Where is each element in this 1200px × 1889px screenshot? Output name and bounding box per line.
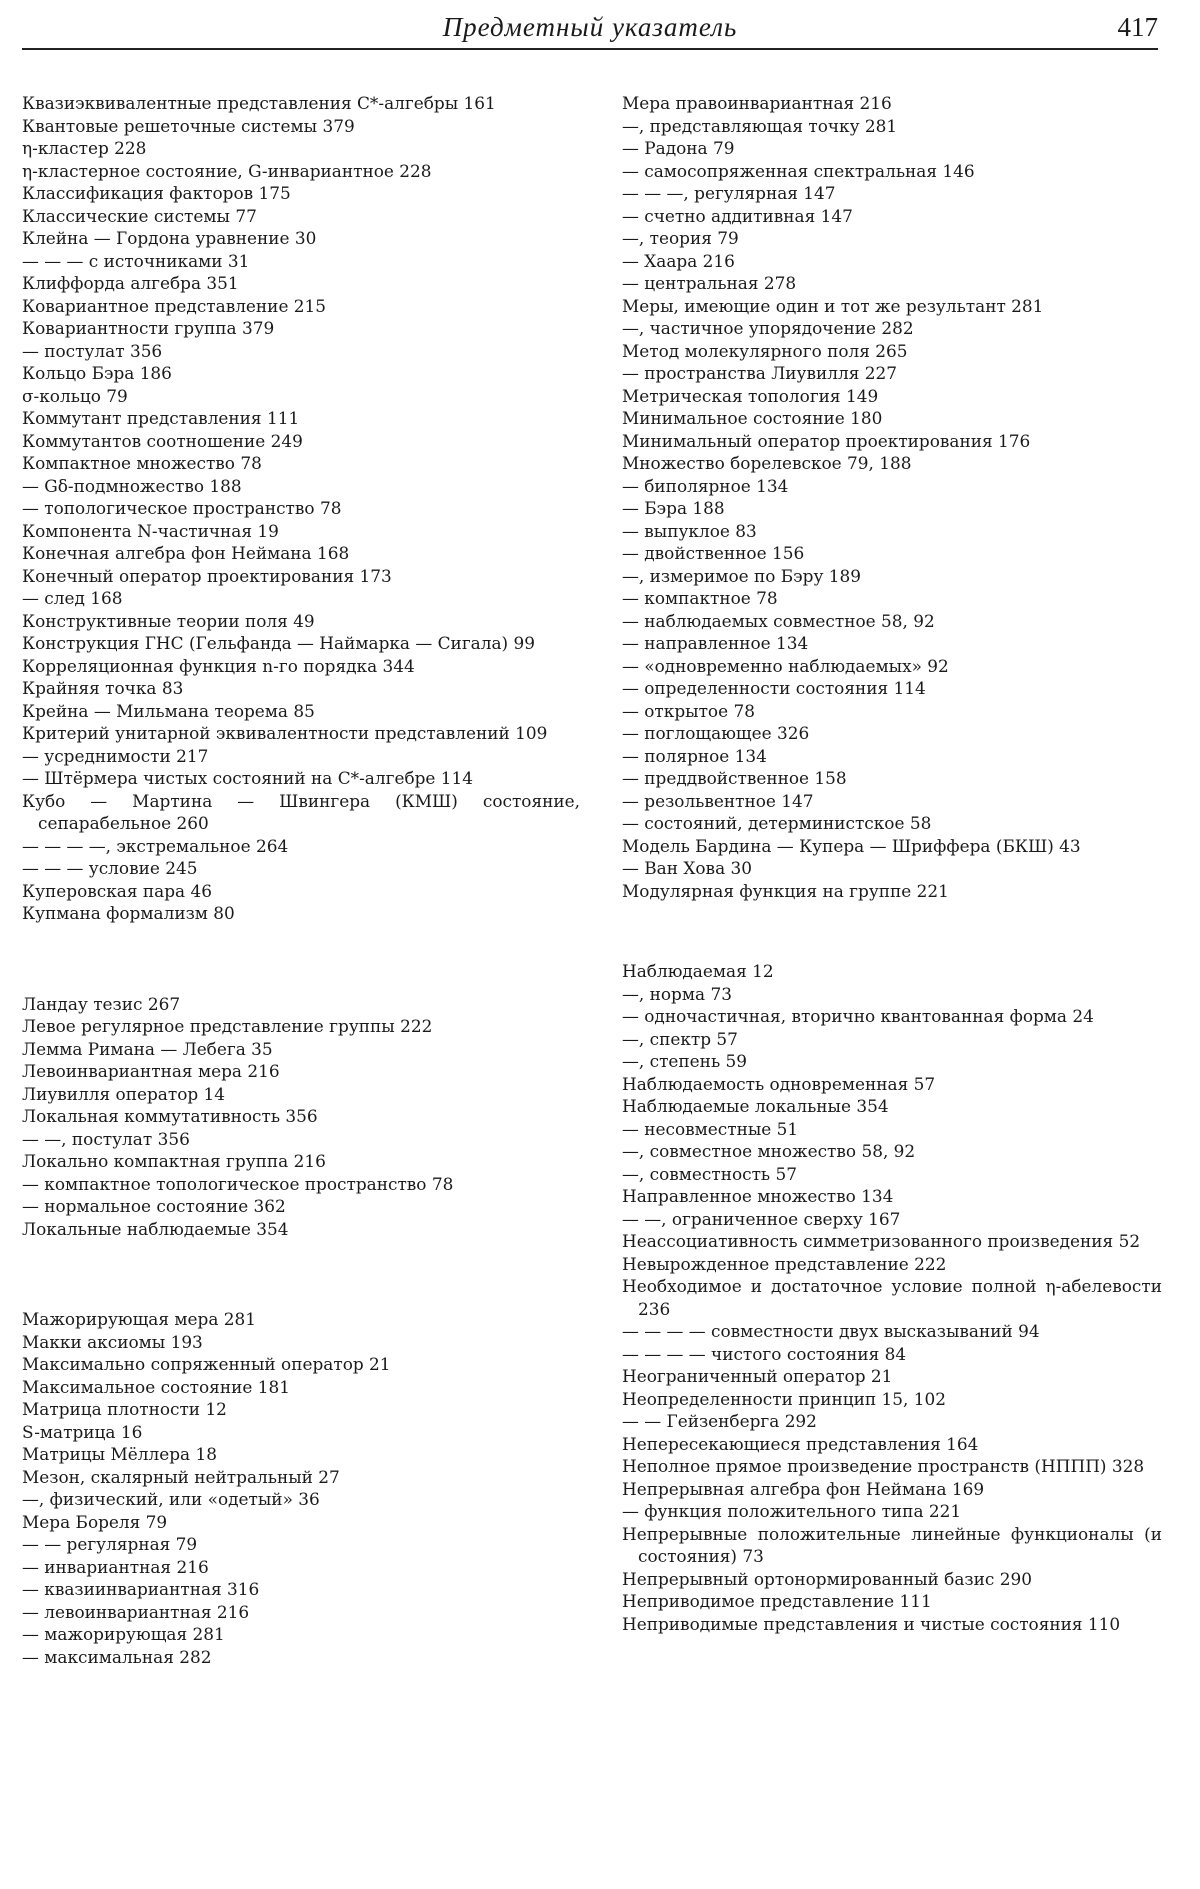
- index-entry: η-кластерное состояние, G-инвариантное 228: [22, 160, 580, 183]
- index-entry: Направленное множество 134: [622, 1185, 1162, 1208]
- index-entry: Конечная алгебра фон Неймана 168: [22, 542, 580, 565]
- index-entry: — — регулярная 79: [22, 1533, 580, 1556]
- index-group-l: [22, 993, 580, 1241]
- index-entry: Непрерывные положительные линейные функционалы (и состояния) 73: [622, 1523, 1162, 1568]
- index-entry: — поглощающее 326: [622, 722, 1162, 745]
- left-column: [22, 92, 580, 1668]
- index-group-m-continued: [622, 92, 1162, 902]
- index-entry: — биполярное 134: [622, 475, 1162, 498]
- index-entry: — двойственное 156: [622, 542, 1162, 565]
- index-entry: Кубо — Мартина — Швингера (КМШ) состояние, сепарабельное 260: [22, 790, 580, 835]
- index-entry: Лемма Римана — Лебега 35: [22, 1038, 580, 1061]
- index-entry: — самосопряженная спектральная 146: [622, 160, 1162, 183]
- index-entry: Модулярная функция на группе 221: [622, 880, 1162, 903]
- index-entry: — усреднимости 217: [22, 745, 580, 768]
- index-entry: — направленное 134: [622, 632, 1162, 655]
- index-group-m: [22, 1308, 580, 1668]
- index-entry: Меры, имеющие один и тот же результант 281: [622, 295, 1162, 318]
- index-entry: Метрическая топология 149: [622, 385, 1162, 408]
- index-entry: — полярное 134: [622, 745, 1162, 768]
- index-entry: — — — условие 245: [22, 857, 580, 880]
- index-entry: Мера правоинвариантная 216: [622, 92, 1162, 115]
- index-entry: —, спектр 57: [622, 1028, 1162, 1051]
- index-entry: Невырожденное представление 222: [622, 1253, 1162, 1276]
- index-entry: —, степень 59: [622, 1050, 1162, 1073]
- right-column: [622, 92, 1162, 1635]
- index-entry: Мезон, скалярный нейтральный 27: [22, 1466, 580, 1489]
- index-entry: Максимально сопряженный оператор 21: [22, 1353, 580, 1376]
- index-entry: — — Гейзенберга 292: [622, 1410, 1162, 1433]
- index-entry: S-матрица 16: [22, 1421, 580, 1444]
- index-entry: — наблюдаемых совместное 58, 92: [622, 610, 1162, 633]
- index-entry: Неприводимое представление 111: [622, 1590, 1162, 1613]
- index-entry: Корреляционная функция n-го порядка 344: [22, 655, 580, 678]
- index-entry: Матрица плотности 12: [22, 1398, 580, 1421]
- index-entry: — открытое 78: [622, 700, 1162, 723]
- index-entry: Критерий унитарной эквивалентности представлений 109: [22, 722, 580, 745]
- index-entry: — Бэра 188: [622, 497, 1162, 520]
- index-entry: Конечный оператор проектирования 173: [22, 565, 580, 588]
- index-entry: Конструктивные теории поля 49: [22, 610, 580, 633]
- index-entry: Непересекающиеся представления 164: [622, 1433, 1162, 1456]
- index-entry: Непрерывная алгебра фон Неймана 169: [622, 1478, 1162, 1501]
- index-entry: — Радона 79: [622, 137, 1162, 160]
- index-entry: Необходимое и достаточное условие полной η-абелевости 236: [622, 1275, 1162, 1320]
- index-entry: —, совместное множество 58, 92: [622, 1140, 1162, 1163]
- index-entry: Левое регулярное представление группы 222: [22, 1015, 580, 1038]
- index-entry: Конструкция ГНС (Гельфанда — Наймарка — Сигала) 99: [22, 632, 580, 655]
- index-entry: Крейна — Мильмана теорема 85: [22, 700, 580, 723]
- index-entry: —, теория 79: [622, 227, 1162, 250]
- index-entry: Коммутант представления 111: [22, 407, 580, 430]
- index-entry: Метод молекулярного поля 265: [622, 340, 1162, 363]
- index-entry: — — — с источниками 31: [22, 250, 580, 273]
- index-group-n: [622, 960, 1162, 1635]
- page-header: [22, 8, 1158, 50]
- index-entry: Куперовская пара 46: [22, 880, 580, 903]
- index-entry: — пространства Лиувилля 227: [622, 362, 1162, 385]
- index-entry: Матрицы Мёллера 18: [22, 1443, 580, 1466]
- index-entry: — левоинвариантная 216: [22, 1601, 580, 1624]
- index-entry: — —, постулат 356: [22, 1128, 580, 1151]
- index-entry: — Штёрмера чистых состояний на С*-алгебре 114: [22, 767, 580, 790]
- index-entry: — нормальное состояние 362: [22, 1195, 580, 1218]
- index-entry: Максимальное состояние 181: [22, 1376, 580, 1399]
- index-entry: — несовместные 51: [622, 1118, 1162, 1141]
- index-entry: Мажорирующая мера 281: [22, 1308, 580, 1331]
- index-entry: — —, ограниченное сверху 167: [622, 1208, 1162, 1231]
- index-entry: — резольвентное 147: [622, 790, 1162, 813]
- index-entry: — — — —, экстремальное 264: [22, 835, 580, 858]
- index-entry: Минимальное состояние 180: [622, 407, 1162, 430]
- index-entry: — функция положительного типа 221: [622, 1500, 1162, 1523]
- index-entry: — преддвойственное 158: [622, 767, 1162, 790]
- page-number: 417: [1118, 12, 1159, 43]
- index-page: [0, 0, 1200, 1889]
- index-entry: —, измеримое по Бэру 189: [622, 565, 1162, 588]
- index-entry: — мажорирующая 281: [22, 1623, 580, 1646]
- index-entry: Компонента N-частичная 19: [22, 520, 580, 543]
- index-entry: Локальная коммутативность 356: [22, 1105, 580, 1128]
- index-entry: Классификация факторов 175: [22, 182, 580, 205]
- index-entry: —, частичное упорядочение 282: [622, 317, 1162, 340]
- index-entry: — «одновременно наблюдаемых» 92: [622, 655, 1162, 678]
- index-entry: Множество борелевское 79, 188: [622, 452, 1162, 475]
- index-entry: Крайняя точка 83: [22, 677, 580, 700]
- index-entry: Коммутантов соотношение 249: [22, 430, 580, 453]
- index-entry: —, совместность 57: [622, 1163, 1162, 1186]
- index-entry: — инвариантная 216: [22, 1556, 580, 1579]
- index-entry: Неприводимые представления и чистые состояния 110: [622, 1613, 1162, 1636]
- index-entry: η-кластер 228: [22, 137, 580, 160]
- running-title: Предметный указатель: [22, 12, 1158, 43]
- index-entry: — — —, регулярная 147: [622, 182, 1162, 205]
- index-entry: Неассоциативность симметризованного произведения 52: [622, 1230, 1162, 1253]
- index-entry: — центральная 278: [622, 272, 1162, 295]
- index-entry: Наблюдаемость одновременная 57: [622, 1073, 1162, 1096]
- index-entry: Ковариантное представление 215: [22, 295, 580, 318]
- index-entry: — одночастичная, вторично квантованная форма 24: [622, 1005, 1162, 1028]
- index-entry: Минимальный оператор проектирования 176: [622, 430, 1162, 453]
- index-entry: — максимальная 282: [22, 1646, 580, 1669]
- index-entry: Неопределенности принцип 15, 102: [622, 1388, 1162, 1411]
- index-entry: —, представляющая точку 281: [622, 115, 1162, 138]
- index-group-k: [22, 92, 580, 925]
- index-entry: Локально компактная группа 216: [22, 1150, 580, 1173]
- index-entry: — постулат 356: [22, 340, 580, 363]
- index-entry: Макки аксиомы 193: [22, 1331, 580, 1354]
- index-entry: — состояний, детерминистское 58: [622, 812, 1162, 835]
- index-entry: — выпуклое 83: [622, 520, 1162, 543]
- index-entry: —, норма 73: [622, 983, 1162, 1006]
- index-entry: — счетно аддитивная 147: [622, 205, 1162, 228]
- index-entry: Наблюдаемые локальные 354: [622, 1095, 1162, 1118]
- index-entry: — компактное топологическое пространство 78: [22, 1173, 580, 1196]
- index-entry: — топологическое пространство 78: [22, 497, 580, 520]
- index-entry: Квантовые решеточные системы 379: [22, 115, 580, 138]
- index-entry: — след 168: [22, 587, 580, 610]
- index-entry: — квазиинвариантная 316: [22, 1578, 580, 1601]
- index-entry: Классические системы 77: [22, 205, 580, 228]
- index-entry: Кольцо Бэра 186: [22, 362, 580, 385]
- index-entry: — Ван Хова 30: [622, 857, 1162, 880]
- index-entry: — — — — чистого состояния 84: [622, 1343, 1162, 1366]
- index-entry: — Gδ-подмножество 188: [22, 475, 580, 498]
- index-entry: Купмана формализм 80: [22, 902, 580, 925]
- index-entry: — компактное 78: [622, 587, 1162, 610]
- index-entry: — Хаара 216: [622, 250, 1162, 273]
- index-entry: Левоинвариантная мера 216: [22, 1060, 580, 1083]
- index-entry: Квазиэквивалентные представления С*-алгебры 161: [22, 92, 580, 115]
- index-entry: Неограниченный оператор 21: [622, 1365, 1162, 1388]
- index-entry: Ландау тезис 267: [22, 993, 580, 1016]
- index-entry: Неполное прямое произведение пространств (НППП) 328: [622, 1455, 1162, 1478]
- index-entry: — — — — совместности двух высказываний 94: [622, 1320, 1162, 1343]
- index-entry: — определенности состояния 114: [622, 677, 1162, 700]
- index-entry: Лиувилля оператор 14: [22, 1083, 580, 1106]
- index-entry: —, физический, или «одетый» 36: [22, 1488, 580, 1511]
- index-entry: Непрерывный ортонормированный базис 290: [622, 1568, 1162, 1591]
- index-entry: Мера Бореля 79: [22, 1511, 580, 1534]
- index-entry: Наблюдаемая 12: [622, 960, 1162, 983]
- index-entry: Модель Бардина — Купера — Шриффера (БКШ) 43: [622, 835, 1162, 858]
- index-entry: σ-кольцо 79: [22, 385, 580, 408]
- index-entry: Клейна — Гордона уравнение 30: [22, 227, 580, 250]
- index-entry: Компактное множество 78: [22, 452, 580, 475]
- index-entry: Локальные наблюдаемые 354: [22, 1218, 580, 1241]
- index-entry: Ковариантности группа 379: [22, 317, 580, 340]
- index-entry: Клиффорда алгебра 351: [22, 272, 580, 295]
